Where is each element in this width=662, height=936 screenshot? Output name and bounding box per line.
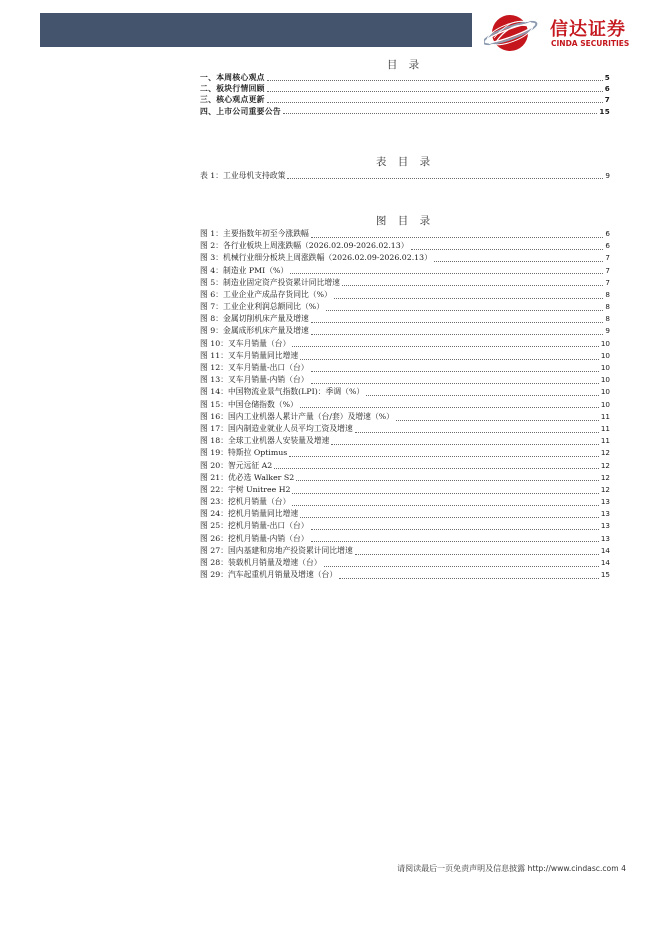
figure-toc-entry-page: 13 (600, 521, 610, 531)
figure-toc-entry[interactable] (200, 423, 610, 435)
figure-toc-entry[interactable] (200, 533, 610, 545)
figure-toc-entry-page: 10 (600, 350, 610, 360)
dot-leader (300, 407, 599, 408)
dot-leader (355, 554, 599, 555)
figure-toc-entry-label: 图 4：制造业 PMI（%） (200, 265, 289, 275)
dot-leader (311, 322, 604, 323)
dot-leader (300, 517, 599, 518)
footer-url[interactable]: http://www.cindasc.com (527, 864, 619, 873)
dot-leader (326, 310, 603, 311)
dot-leader (311, 383, 599, 384)
figure-toc-entry-page: 12 (600, 484, 610, 494)
figure-toc-entry-page: 8 (605, 314, 610, 324)
dot-leader (311, 529, 599, 530)
figure-toc-entry[interactable] (200, 545, 610, 557)
figure-toc-entry[interactable] (200, 447, 610, 459)
figure-toc-entry-page: 10 (600, 375, 610, 385)
figure-toc-entry-label: 图 23：挖机月销量（台） (200, 497, 291, 507)
toc-entry-label: 三、核心观点更新 (200, 95, 265, 105)
dot-leader (296, 480, 599, 481)
logo-mark-icon (484, 12, 540, 54)
dot-leader (339, 578, 599, 579)
figure-toc-entry[interactable] (200, 374, 610, 386)
dot-leader (289, 456, 599, 457)
figure-toc-entry-page: 8 (605, 302, 610, 312)
figure-toc-entry-label: 图 26：挖机月销量-内销（台） (200, 533, 309, 543)
figure-toc-entry[interactable] (200, 399, 610, 411)
figure-toc-entry-label: 图 7：工业企业利润总额同比（%） (200, 302, 325, 312)
figure-toc-entry[interactable] (200, 338, 610, 350)
figure-toc-title: 图 目 录 (375, 215, 435, 227)
toc-entry[interactable] (200, 72, 610, 83)
toc-entry-label: 四、上市公司重要公告 (200, 106, 281, 116)
figure-toc-entry-label: 图 28：装载机月销量及增速（台） (200, 558, 322, 568)
toc-entry-label: 一、本周核心观点 (200, 72, 265, 82)
dot-leader (311, 334, 604, 335)
table-toc-list (200, 171, 610, 182)
figure-toc-entry-label: 图 16：国内工业机器人累计产量（台/套）及增速（%） (200, 411, 394, 421)
figure-toc-entry[interactable] (200, 496, 610, 508)
figure-toc-entry[interactable] (200, 435, 610, 447)
figure-toc-entry[interactable] (200, 289, 610, 301)
figure-toc-entry-page: 10 (600, 399, 610, 409)
figure-toc-entry[interactable] (200, 521, 610, 533)
figure-toc-entry-page: 9 (605, 326, 610, 336)
figure-toc-entry-label: 图 8：金属切削机床产量及增速 (200, 314, 309, 324)
figure-toc-entry-page: 6 (605, 228, 610, 238)
toc-entry[interactable] (200, 106, 610, 117)
figure-toc-entry-page: 11 (600, 411, 610, 421)
table-toc-title: 表 目 录 (375, 156, 435, 168)
figure-toc-entry-label: 图 27：国内基建和房地产投资累计同比增速 (200, 545, 353, 555)
figure-toc-entry-label: 图 17：国内制造业就业人员平均工资及增速 (200, 423, 353, 433)
dot-leader (396, 420, 599, 421)
figure-toc-entry-label: 图 5：制造业固定资产投资累计同比增速 (200, 277, 340, 287)
figure-toc-entry-page: 14 (600, 558, 610, 568)
dot-leader (267, 102, 603, 103)
figure-toc-entry[interactable] (200, 350, 610, 362)
dot-leader (331, 444, 598, 445)
figure-toc-entry-page: 7 (605, 277, 610, 287)
figure-toc-entry[interactable] (200, 508, 610, 520)
figure-toc-entry[interactable] (200, 557, 610, 569)
figure-toc-entry[interactable] (200, 301, 610, 313)
figure-toc-entry-page: 6 (605, 241, 610, 251)
table-toc-entry[interactable] (200, 171, 610, 182)
figure-toc-entry-page: 7 (605, 265, 610, 275)
figure-toc-entry-page: 13 (600, 509, 610, 519)
figure-toc-entry[interactable] (200, 386, 610, 398)
dot-leader (292, 505, 598, 506)
figure-toc-entry-page: 13 (600, 533, 610, 543)
logo-chinese-text: 信达证券 (550, 19, 626, 40)
figure-toc-entry[interactable] (200, 362, 610, 374)
table-toc-entry-page: 9 (605, 171, 610, 180)
figure-toc-entry-label: 图 6：工业企业产成品存货同比（%） (200, 289, 332, 299)
figure-toc-entry[interactable] (200, 326, 610, 338)
figure-toc-entry-page: 11 (600, 423, 610, 433)
figure-toc-entry-page: 8 (605, 289, 610, 299)
dot-leader (267, 80, 603, 81)
figure-toc-entry[interactable] (200, 569, 610, 581)
figure-toc-entry-page: 10 (600, 363, 610, 373)
figure-toc-entry[interactable] (200, 472, 610, 484)
dot-leader (324, 566, 599, 567)
figure-toc-entry-label: 图 14：中国物流业景气指数(LPI)：季调（%） (200, 387, 365, 397)
figure-toc-entry-label: 图 20：智元远征 A2 (200, 460, 273, 470)
figure-toc-entry-page: 10 (600, 387, 610, 397)
dot-leader (311, 371, 599, 372)
page-number: 4 (621, 864, 626, 873)
main-toc-list (200, 72, 610, 117)
dot-leader (355, 432, 599, 433)
figure-toc-entry-label: 图 19：特斯拉 Optimus (200, 448, 288, 458)
figure-toc-entry[interactable] (200, 252, 610, 264)
dot-leader (366, 395, 599, 396)
dot-leader (287, 178, 603, 179)
figure-toc-entry-label: 图 9：金属成形机床产量及增速 (200, 326, 309, 336)
table-toc-entry-label: 表 1：工业母机支持政策 (200, 171, 286, 180)
dot-leader (283, 113, 597, 114)
toc-entry-label: 二、板块行情回顾 (200, 84, 265, 94)
figure-toc-entry-label: 图 3：机械行业细分板块上周涨跌幅（2026.02.09-2026.02.13） (200, 253, 432, 263)
figure-toc-entry-label: 图 1：主要指数年初至今涨跌幅 (200, 228, 309, 238)
figure-toc-entry[interactable] (200, 240, 610, 252)
dot-leader (292, 346, 598, 347)
toc-entry-page: 5 (604, 72, 610, 82)
dot-leader (334, 298, 604, 299)
figure-toc-entry-label: 图 21：优必选 Walker S2 (200, 472, 295, 482)
figure-toc-entry-label: 图 24：挖机月销量同比增速 (200, 509, 299, 519)
figure-toc-list (200, 228, 610, 581)
figure-toc-entry-label: 图 15：中国仓储指数（%） (200, 399, 298, 409)
page-footer (397, 863, 626, 874)
figure-toc-entry[interactable] (200, 265, 610, 277)
dot-leader (311, 237, 604, 238)
figure-toc-entry-page: 7 (605, 253, 610, 263)
figure-toc-entry-page: 11 (600, 436, 610, 446)
figure-toc-entry[interactable] (200, 277, 610, 289)
figure-toc-entry-label: 图 12：叉车月销量-出口（台） (200, 363, 309, 373)
figure-toc-entry-label: 图 25：挖机月销量-出口（台） (200, 521, 309, 531)
figure-toc-entry[interactable] (200, 460, 610, 472)
company-logo (484, 12, 654, 54)
figure-toc-entry[interactable] (200, 228, 610, 240)
figure-toc-entry[interactable] (200, 313, 610, 325)
toc-entry-page: 15 (599, 106, 610, 116)
figure-toc-entry[interactable] (200, 411, 610, 423)
dot-leader (267, 91, 603, 92)
dot-leader (311, 541, 599, 542)
figure-toc-entry-page: 15 (600, 570, 610, 580)
dot-leader (342, 285, 603, 286)
figure-toc-entry-label: 图 11：叉车月销量同比增速 (200, 350, 299, 360)
toc-entry-page: 6 (604, 84, 610, 94)
header-bar (40, 13, 472, 47)
dot-leader (434, 261, 604, 262)
dot-leader (274, 468, 599, 469)
figure-toc-entry-page: 14 (600, 545, 610, 555)
toc-entry[interactable] (200, 83, 610, 94)
dot-leader (411, 249, 604, 250)
toc-entry-page: 7 (604, 95, 610, 105)
figure-toc-entry-label: 图 29：汽车起重机月销量及增速（台） (200, 570, 338, 580)
figure-toc-entry-label: 图 13：叉车月销量-内销（台） (200, 375, 309, 385)
figure-toc-entry-page: 13 (600, 497, 610, 507)
toc-title: 目 录 (386, 59, 424, 71)
figure-toc-entry[interactable] (200, 484, 610, 496)
toc-entry[interactable] (200, 94, 610, 105)
figure-toc-entry-label: 图 2：各行业板块上周涨跌幅（2026.02.09-2026.02.13） (200, 241, 409, 251)
figure-toc-entry-label: 图 18：全球工业机器人安装量及增速 (200, 436, 330, 446)
dot-leader (290, 273, 603, 274)
logo-english-text: CINDA SECURITIES (551, 39, 630, 48)
dot-leader (300, 359, 599, 360)
figure-toc-entry-label: 图 22：宇树 Unitree H2 (200, 484, 291, 494)
footer-disclaimer: 请阅读最后一页免责声明及信息披露 (397, 864, 526, 873)
figure-toc-entry-page: 12 (600, 448, 610, 458)
figure-toc-entry-page: 12 (600, 472, 610, 482)
figure-toc-entry-page: 12 (600, 460, 610, 470)
figure-toc-entry-label: 图 10：叉车月销量（台） (200, 338, 291, 348)
figure-toc-entry-page: 10 (600, 338, 610, 348)
dot-leader (292, 493, 598, 494)
